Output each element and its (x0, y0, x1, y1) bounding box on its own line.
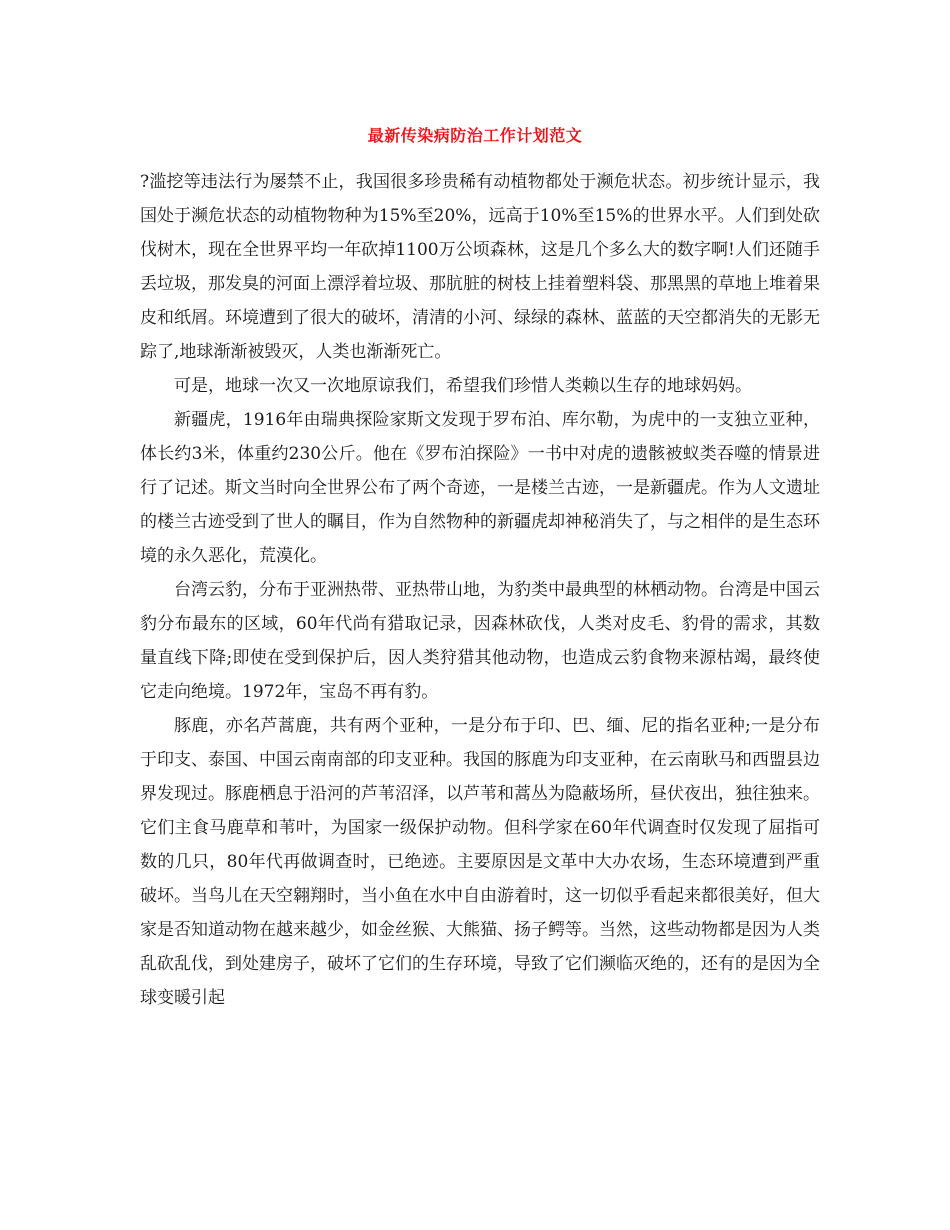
document-title: 最新传染病防治工作计划范文 (367, 126, 583, 145)
paragraph-2: 可是，地球一次又一次地原谅我们，希望我们珍惜人类赖以生存的地球妈妈。 (174, 376, 752, 396)
paragraph-1: ?滥挖等违法行为屡禁不止，我国很多珍贵稀有动植物都处于濒危状态。初步统计显示，我国处于濒危状态的动植物物种为15%至20%，远高于10%至15%的世界水平。人们到处砍伐树木，现在全世界平均一年砍掉1100万公顷森林，这是几个多么大的数字啊!人们还随手丢垃圾，那发臭的河面上漂浮着垃圾、那肮脏的树枝上挂着塑料袋、那黑黑的草地上堆着果皮和纸屑。环境遭到了很大的破坏，清清的小河、绿绿的森林、蓝蓝的天空都消失的无影无踪了,地球渐渐被毁灭，人类也渐渐死亡。 (140, 172, 820, 362)
paragraph-4: 台湾云豹，分布于亚洲热带、亚热带山地，为豹类中最典型的林栖动物。台湾是中国云豹分布最东的区域，60年代尚有猎取记录，因森林砍伐，人类对皮毛、豹骨的需求，其数量直线下降;即使在受到保护后，因人类狩猎其他动物，也造成云豹食物来源枯竭，最终使它走向绝境。1972年，宝岛不再有豹。 (140, 580, 820, 702)
paragraph-5: 豚鹿，亦名芦蒿鹿，共有两个亚种，一是分布于印、巴、缅、尼的指名亚种;一是分布于印支、泰国、中国云南南部的印支亚种。我国的豚鹿为印支亚种，在云南耿马和西盟县边界发现过。豚鹿栖息于沿河的芦苇沼泽，以芦苇和蒿丛为隐蔽场所，昼伏夜出，独往独来。它们主食马鹿草和苇叶，为国家一级保护动物。但科学家在60年代调查时仅发现了屈指可数的几只，80年代再做调查时，已绝迹。主要原因是文革中大办农场，生态环境遭到严重破坏。当鸟儿在天空翱翔时，当小鱼在水中自由游着时，这一切似乎看起来都很美好，但大家是否知道动物在越来越少，如金丝猴、大熊猫、扬子鳄等。当然，这些动物都是因为人类乱砍乱伐，到处建房子，破坏了它们的生存环境，导致了它们濒临灭绝的，还有的是因为全球变暖引起 (140, 716, 820, 1008)
document-body (140, 165, 820, 1015)
paragraph-3: 新疆虎，1916年由瑞典探险家斯文发现于罗布泊、库尔勒，为虎中的一支独立亚种，体长约3米，体重约230公斤。他在《罗布泊探险》一书中对虎的遗骸被蚁类吞噬的情景进行了记述。斯文当时向全世界公布了两个奇迹，一是楼兰古迹，一是新疆虎。作为人文遗址的楼兰古迹受到了世人的瞩目，作为自然物种的新疆虎却神秘消失了，与之相伴的是生态环境的永久恶化，荒漠化。 (140, 410, 820, 566)
